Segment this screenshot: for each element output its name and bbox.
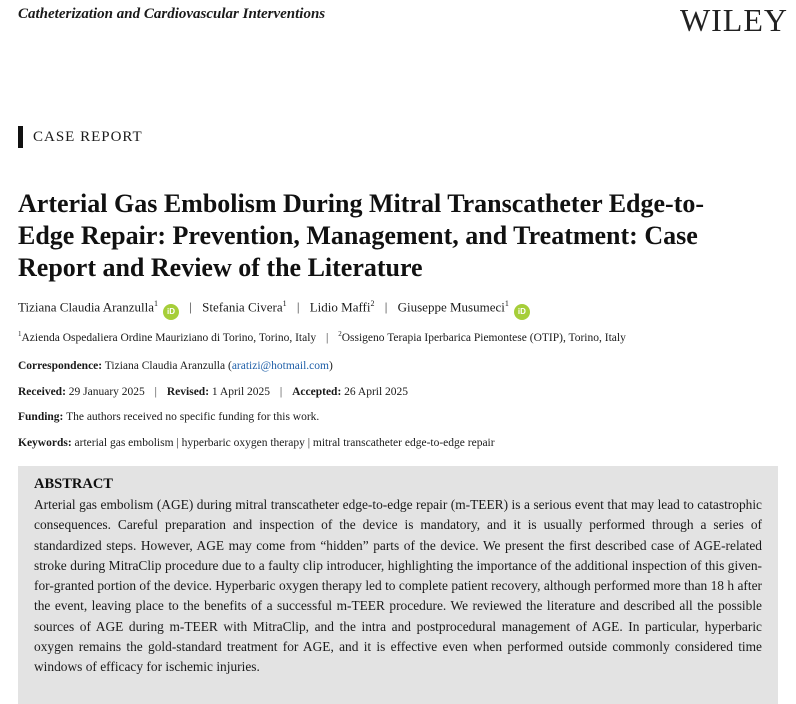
publisher-logo: WILEY: [679, 2, 788, 38]
dates-separator: |: [154, 386, 157, 398]
abstract-heading: ABSTRACT: [34, 476, 113, 492]
correspondence-email-link[interactable]: aratizi@hotmail.com: [231, 360, 329, 372]
author-separator: |: [384, 299, 388, 315]
author-affiliation-sup: 1: [504, 299, 509, 308]
affiliation-text: Azienda Ospedaliera Ordine Mauriziano di Torino, Torino, Italy: [21, 331, 317, 344]
author-affiliation-sup: 1: [282, 299, 287, 308]
author-name[interactable]: Stefania Civera: [202, 299, 283, 315]
keywords-text: arterial gas embolism | hyperbaric oxygen therapy | mitral transcatheter edge-to-edge repair: [74, 437, 495, 449]
author-name[interactable]: Giuseppe Musumeci: [397, 299, 505, 315]
affiliation-sup: 1: [18, 330, 22, 338]
keywords-label: Keywords:: [18, 437, 72, 449]
correspondence-line: Correspondence: Tiziana Claudia Aranzulla (aratizi@hotmail.com): [18, 360, 333, 372]
abstract-box: [18, 466, 778, 704]
funding-line: [18, 411, 319, 423]
dates-separator: |: [279, 386, 283, 398]
author-name[interactable]: Lidio Maffi: [309, 299, 371, 315]
keywords-line: [18, 437, 495, 449]
correspondence-name: Tiziana Claudia Aranzulla: [104, 360, 226, 372]
author-affiliation-sup: 1: [154, 299, 158, 308]
orcid-icon[interactable]: iD: [514, 304, 530, 320]
correspondence-label: Correspondence:: [18, 360, 103, 372]
revised-label: Revised:: [166, 386, 210, 398]
section-label: CASE REPORT: [18, 126, 143, 148]
affiliation-separator: |: [326, 331, 329, 344]
abstract-text: Arterial gas embolism (AGE) during mitral transcatheter edge-to-edge repair (m-TEER) is a serious event that may lead to catastrophic consequences. Careful preparation and inspection of the device is mandatory, and it is usually performed through a series of standardized steps. However, AGE may come from “hidden” parts of the device. We present the first described case of AGE-related stroke during MitraClip procedure due to a faulty clip introducer, highlighting the importance of the additional inspection of this given-for-granted portion of the device. Hyperbaric oxygen therapy led to complete patient recovery, although performed more than 18 h after the event, leaving place to the benefits of a successful m-TEER procedure. We reviewed the literature and described all the possible sources of AGE during m-TEER with MitraClip, and the intra and postprocedural management of AGE. In particular, hyperbaric oxygen remains the gold-standard treatment for AGE, and it is effective even when performed outside commonly considered time windows of efficacy for ischemic injuries.: [34, 497, 762, 675]
author-separator: |: [296, 299, 300, 315]
article-title: Arterial Gas Embolism During Mitral Transcatheter Edge-to-Edge Repair: Prevention, Management, and Treatment: Case Report and Review of the Literature: [18, 189, 705, 282]
received-date: 29 January 2025: [68, 386, 145, 398]
funding-text: The authors received no specific funding for this work.: [66, 411, 320, 423]
author-affiliation-sup: 2: [370, 299, 375, 308]
author-list: [18, 293, 530, 320]
author-name[interactable]: Tiziana Claudia Aranzulla: [18, 299, 154, 315]
affiliation-text: Ossigeno Terapia Iperbarica Piemontese (OTIP), Torino, Italy: [341, 331, 626, 344]
affiliation-sup: 2: [338, 330, 342, 338]
funding-label: Funding:: [18, 411, 64, 423]
revised-date: 1 April 2025: [211, 386, 271, 398]
journal-name: Catheterization and Cardiovascular Interventions: [18, 6, 326, 22]
affiliations: [18, 330, 626, 344]
received-label: Received:: [18, 386, 66, 398]
dates-line: [18, 386, 408, 398]
accepted-date: 26 April 2025: [344, 386, 409, 398]
author-separator: |: [189, 299, 192, 315]
orcid-icon[interactable]: iD: [163, 304, 179, 320]
accepted-label: Accepted:: [292, 386, 342, 398]
